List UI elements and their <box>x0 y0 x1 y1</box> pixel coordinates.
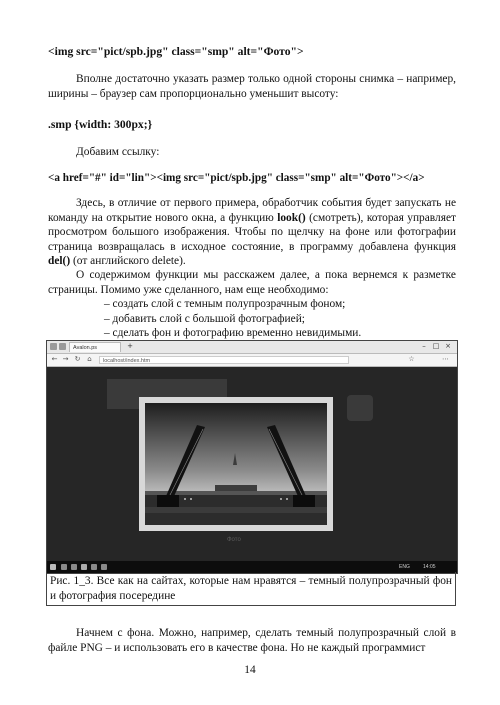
start-icon[interactable] <box>50 564 56 570</box>
paragraph-link-intro: Добавим ссылку: <box>76 146 160 158</box>
refresh-icon[interactable]: ↻ <box>74 355 81 363</box>
dimmed-page-text: Фото <box>227 537 241 543</box>
handler-text-3: (от английского delete). <box>70 255 186 268</box>
tray-clock[interactable]: 14:05 <box>423 564 436 570</box>
content-text: О содержимом функции мы расскажем далее, а пока вернемся к разметке страницы. Помимо уже сделанного, нам еще необходимо: <box>48 269 456 296</box>
new-tab-icon[interactable]: + <box>127 342 133 350</box>
browser-task-icon[interactable] <box>81 564 87 570</box>
handler-text-1: Здесь, в отличие от первого примера, обработчик события будет запускать не команду на открытие нового окна, а функцию <box>48 197 456 224</box>
app-icon <box>50 343 57 350</box>
page-viewport[interactable] <box>47 367 457 561</box>
store-task-icon[interactable] <box>101 564 107 570</box>
list-item: – создать слой с темным полупрозрачным фоном; <box>104 298 346 311</box>
browser-toolbar <box>47 354 457 367</box>
paragraph-handler <box>48 196 456 269</box>
list-item: – добавить слой с большой фотографией; <box>104 312 305 325</box>
browser-screenshot-figure <box>46 340 458 574</box>
task-view-icon[interactable] <box>71 564 77 570</box>
large-photo[interactable] <box>139 397 333 531</box>
code-line-css: .smp {width: 300px;} <box>48 118 153 131</box>
handler-text-2: (смотреть), которая управляет просмотром большого изображения. Чтобы по щелчку на фоне или фотографии страница возвращалась в исходное состояние, в программу добавлена функция <box>48 211 456 253</box>
tray-language[interactable]: ENG <box>399 564 410 570</box>
tab-list-icon <box>59 343 66 350</box>
dimmed-page-block <box>347 395 373 421</box>
paragraph-one-side: Вполне достаточно указать размер только одной стороны снимка – например, ширины – браузер сам пропорционально уменьшит высоту: <box>48 73 456 100</box>
figure-caption: Рис. 1_3. Все как на сайтах, которые нам нравятся – темный полупрозрачный фон и фотография посередине <box>46 572 456 606</box>
close-icon[interactable]: × <box>445 342 451 350</box>
favorites-icon[interactable]: ☆ <box>408 355 415 363</box>
browser-titlebar <box>47 341 457 354</box>
paragraph-content <box>48 268 456 341</box>
minimize-icon[interactable]: – <box>422 342 426 350</box>
explorer-task-icon[interactable] <box>91 564 97 570</box>
address-bar[interactable]: localhost/index.htm <box>99 356 349 364</box>
search-icon[interactable] <box>61 564 67 570</box>
home-icon[interactable]: ⌂ <box>87 355 92 363</box>
page-number: 14 <box>244 664 256 676</box>
bridge-photo <box>145 403 327 525</box>
code-line-link: <a href="#" id="lin"><img src="pict/spb.jpg" class="smp" alt="Фото"></a> <box>48 172 425 184</box>
browser-tab[interactable]: Avalon.ps <box>69 342 121 352</box>
code-line-img: <img src="pict/spb.jpg" class="smp" alt="Фото"> <box>48 45 304 58</box>
forward-icon[interactable]: → <box>62 355 69 363</box>
back-icon[interactable]: ← <box>51 355 58 363</box>
maximize-icon[interactable]: □ <box>432 342 440 350</box>
function-del: del() <box>48 255 71 268</box>
list-item: – сделать фон и фотографию временно невидимыми. <box>104 327 362 340</box>
paragraph-background: Начнем с фона. Можно, например, сделать темный полупрозрачный слой в файле PNG – и использовать его в качестве фона. Но не каждый программист <box>48 627 456 654</box>
menu-icon[interactable]: ⋯ <box>442 355 449 363</box>
function-look: look() <box>277 211 306 224</box>
